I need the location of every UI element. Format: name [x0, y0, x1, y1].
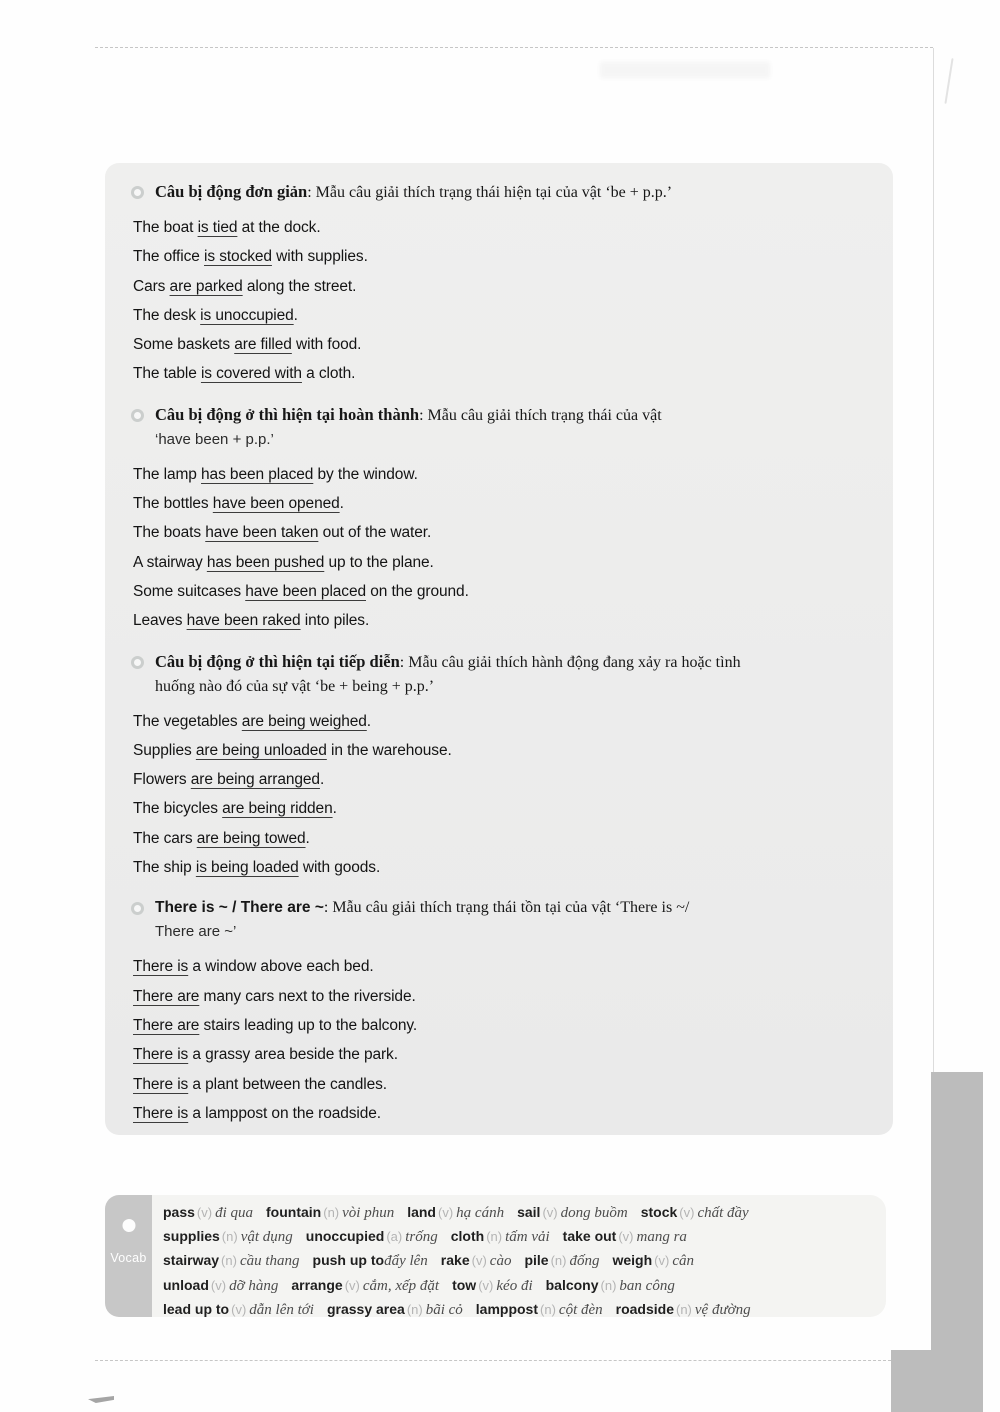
section-description-line2: ‘have been + p.p.’	[155, 430, 274, 448]
grammar-section	[133, 403, 871, 636]
vocab-row	[163, 1274, 878, 1298]
vocab-translation: hạ cánh	[456, 1205, 505, 1221]
vocab-entry	[163, 1277, 278, 1293]
underlined-phrase: There are	[133, 987, 200, 1005]
vocab-word: land	[407, 1204, 436, 1220]
underlined-phrase: are parked	[169, 277, 243, 295]
section-term: There is ~ / There are ~	[155, 899, 324, 917]
vocab-translation: cầu thang	[239, 1253, 300, 1270]
bullet-icon	[131, 186, 144, 199]
example-sentence	[133, 242, 871, 271]
vocab-translation: vật dụng	[240, 1229, 293, 1246]
vocab-word: pass	[163, 1204, 195, 1220]
underlined-phrase: is stocked	[204, 248, 272, 266]
section-description-line2: There are ~’	[155, 923, 237, 941]
page-bottom-dashed-border	[95, 1360, 891, 1361]
vocab-pos-marker: (v)	[344, 1277, 360, 1293]
vocab-entry	[306, 1228, 438, 1244]
sentence-text: with supplies.	[271, 248, 368, 266]
vocab-translation: kéo đi	[496, 1277, 533, 1294]
sentence-text: into piles.	[300, 612, 370, 630]
example-sentence	[133, 548, 871, 577]
vocab-translation: dẫn lên tới	[249, 1301, 314, 1318]
sentence-text: The boat	[133, 219, 198, 236]
underlined-phrase: is unoccupied	[200, 306, 294, 324]
sentence-text: a plant between the candles.	[188, 1075, 387, 1093]
vocab-row	[163, 1249, 878, 1273]
example-sentence	[133, 213, 871, 242]
vocab-pos-marker: (n)	[323, 1205, 340, 1220]
section-description: : Mẫu câu giải thích hành động đang xảy ra hoặc tình	[399, 653, 741, 671]
vocab-entry	[517, 1204, 628, 1220]
vocab-translation: vòi phun	[342, 1205, 395, 1221]
vocab-translation: vệ đường	[694, 1301, 751, 1318]
vocab-word: fountain	[266, 1204, 322, 1220]
vocab-pos-marker: (v)	[210, 1277, 227, 1293]
vocab-pos-marker: (v)	[471, 1253, 487, 1269]
example-sentence-list	[133, 213, 871, 389]
vocab-pos-marker: (v)	[618, 1229, 634, 1245]
section-heading	[133, 650, 871, 699]
vocab-word: rake	[440, 1252, 470, 1269]
sentence-text: a window above each bed.	[188, 958, 374, 976]
sentence-text: up to the plane.	[324, 553, 434, 571]
vocab-entry	[641, 1204, 749, 1220]
vocab-word: stairway	[163, 1252, 220, 1269]
sentence-text: Some baskets	[133, 336, 235, 354]
sentence-text: A stairway	[133, 553, 207, 571]
example-sentence-list	[133, 460, 871, 636]
vocab-panel	[105, 1195, 886, 1317]
vocab-entry	[616, 1301, 751, 1317]
vocab-word: tow	[452, 1276, 477, 1293]
example-sentence	[133, 853, 871, 882]
underlined-phrase: have been taken	[205, 524, 319, 542]
example-sentence	[133, 707, 871, 736]
vocab-tab-dot-icon	[122, 1219, 135, 1232]
vocab-pos-marker: (n)	[600, 1277, 617, 1293]
vocab-word: cloth	[450, 1228, 485, 1245]
vocab-word: unload	[163, 1276, 209, 1293]
example-sentence	[133, 952, 871, 981]
underlined-phrase: are being ridden	[222, 800, 333, 818]
underlined-phrase: There is	[133, 1075, 189, 1093]
vocab-entry	[451, 1228, 550, 1244]
example-sentence	[133, 272, 871, 301]
sentence-text: along the street.	[242, 277, 357, 295]
vocab-entry	[612, 1252, 694, 1268]
example-sentence	[133, 1070, 871, 1099]
sentence-text: a cloth.	[301, 365, 356, 383]
sentence-text: in the warehouse.	[326, 741, 452, 759]
vocab-translation: trống	[405, 1229, 438, 1246]
section-term: Câu bị động đơn giản	[155, 182, 308, 201]
underlined-phrase: There are	[133, 1016, 200, 1034]
vocab-entry	[546, 1277, 675, 1293]
vocab-word: lead up to	[163, 1300, 230, 1317]
vocab-word: push up to	[312, 1252, 385, 1269]
sentence-text: The cars	[133, 829, 197, 847]
vocab-tab	[105, 1195, 152, 1317]
section-heading	[133, 896, 871, 944]
underlined-phrase: There is	[133, 1046, 189, 1064]
bleed-through-artifact	[600, 62, 770, 78]
vocab-translation: đẩy lên	[384, 1253, 428, 1270]
bullet-icon	[131, 409, 144, 422]
example-sentence	[133, 330, 871, 359]
example-sentence-list	[133, 952, 871, 1128]
example-sentence-list	[133, 707, 871, 883]
vocab-pos-marker: (v)	[196, 1205, 213, 1220]
sentence-text: a grassy area beside the park.	[188, 1046, 398, 1064]
adjacent-page-corner	[891, 1350, 983, 1412]
vocab-pos-marker: (n)	[486, 1229, 503, 1245]
section-description: : Mẫu câu giải thích trạng thái hiện tại của vật ‘be + p.p.’	[307, 184, 673, 201]
vocab-pos-marker: (n)	[406, 1301, 423, 1317]
sentence-text: The bicycles	[133, 800, 223, 818]
sentence-text: .	[319, 771, 325, 789]
example-sentence	[133, 1040, 871, 1069]
vocab-row	[163, 1225, 878, 1249]
grammar-section	[133, 180, 871, 389]
sentence-text: The desk	[133, 306, 201, 324]
underlined-phrase: are being unloaded	[195, 741, 327, 759]
sentence-text: The office	[133, 248, 204, 266]
vocab-word: balcony	[545, 1276, 599, 1293]
section-description: : Mẫu câu giải thích trạng thái của vật	[419, 406, 662, 424]
vocab-pos-marker: (v)	[542, 1205, 558, 1220]
grammar-section	[133, 650, 871, 883]
underlined-phrase: is tied	[197, 219, 238, 236]
bullet-icon	[131, 902, 144, 915]
vocab-entry	[407, 1204, 504, 1220]
vocab-word: take out	[562, 1228, 617, 1245]
section-description: : Mẫu câu giải thích trạng thái tồn tại của vật ‘There is ~/	[323, 899, 690, 917]
sentence-text: The vegetables	[133, 712, 242, 730]
sentence-text: by the window.	[313, 465, 418, 483]
sentence-text: many cars next to the riverside.	[199, 987, 416, 1005]
sentence-text: .	[293, 306, 298, 324]
grammar-notes-panel	[105, 163, 893, 1135]
section-description-line2: huống nào đó của sự vật ‘be + being + p.p.’	[155, 677, 435, 695]
sentence-text: The ship	[133, 859, 196, 877]
sentence-text: with food.	[291, 336, 362, 354]
vocab-translation: cào	[489, 1253, 512, 1270]
sentence-text: .	[339, 495, 344, 513]
underlined-phrase: is being loaded	[195, 859, 299, 877]
sentence-text: The lamp	[133, 465, 202, 483]
vocab-row	[163, 1201, 878, 1225]
example-sentence	[133, 1011, 871, 1040]
section-heading	[133, 180, 871, 205]
vocab-entry	[327, 1301, 463, 1317]
example-sentence	[133, 794, 871, 823]
vocab-translation: cắm, xếp đặt	[362, 1277, 440, 1294]
vocab-translation: chất đầy	[697, 1205, 749, 1221]
underlined-phrase: has been pushed	[206, 553, 325, 571]
vocab-entry	[476, 1301, 603, 1317]
vocab-entry	[524, 1252, 599, 1268]
underlined-phrase: are being towed	[196, 829, 306, 847]
vocab-tab-label: Vocab	[110, 1251, 147, 1265]
vocab-word: unoccupied	[305, 1228, 385, 1245]
vocab-pos-marker: (v)	[654, 1253, 670, 1269]
sentence-text: The bottles	[133, 495, 213, 513]
section-heading-line	[155, 404, 662, 424]
section-heading	[133, 403, 871, 452]
vocab-pos-marker: (n)	[550, 1253, 567, 1269]
example-sentence	[133, 606, 871, 635]
vocab-entry	[163, 1228, 293, 1244]
vocab-translation: mang ra	[636, 1229, 687, 1246]
vocab-entry	[163, 1204, 253, 1220]
scan-crease-mark	[944, 58, 953, 104]
example-sentence	[133, 359, 871, 388]
sentence-text: The table	[133, 365, 201, 383]
vocab-word: pile	[524, 1252, 549, 1269]
vocab-pos-marker: (n)	[676, 1301, 692, 1317]
example-sentence	[133, 765, 871, 794]
example-sentence	[133, 1099, 871, 1128]
sentence-text: on the ground.	[366, 582, 469, 600]
vocab-pos-marker: (v)	[679, 1205, 695, 1220]
page-edge-line	[933, 48, 934, 1072]
example-sentence	[133, 577, 871, 606]
vocab-word: supplies	[163, 1228, 220, 1245]
vocab-row	[163, 1298, 878, 1322]
section-term: Câu bị động ở thì hiện tại hoàn thành	[155, 404, 420, 424]
grammar-sections	[105, 163, 893, 1128]
vocab-entry	[266, 1204, 394, 1220]
vocab-translation: dỡ hàng	[229, 1277, 279, 1294]
sentence-text: a lamppost on the roadside.	[188, 1104, 382, 1122]
section-heading-line	[155, 899, 689, 916]
underlined-phrase: has been placed	[201, 465, 314, 483]
vocab-entry	[163, 1301, 314, 1317]
underlined-phrase: is covered with	[200, 365, 302, 383]
vocab-word: arrange	[291, 1276, 343, 1293]
vocab-entry	[452, 1277, 533, 1293]
vocab-entry	[313, 1252, 428, 1268]
vocab-word: lamppost	[475, 1300, 539, 1317]
vocab-word: sail	[517, 1204, 541, 1220]
sentence-text: Leaves	[133, 612, 187, 630]
vocab-translation: cân	[672, 1253, 694, 1270]
example-sentence	[133, 824, 871, 853]
page-top-dashed-border	[95, 47, 933, 48]
vocab-translation: dong buồm	[560, 1205, 628, 1221]
underlined-phrase: are being weighed	[241, 712, 367, 730]
example-sentence	[133, 460, 871, 489]
vocab-word: roadside	[615, 1300, 674, 1317]
sentence-text: .	[305, 829, 310, 847]
vocab-translation: ban công	[619, 1277, 675, 1294]
underlined-phrase: are filled	[234, 336, 292, 354]
vocab-translation: tấm vải	[505, 1229, 550, 1246]
vocab-translation: đống	[569, 1253, 600, 1270]
section-heading-line	[155, 651, 741, 671]
underlined-phrase: have been opened	[212, 495, 340, 513]
vocab-list	[152, 1195, 886, 1317]
vocab-word: grassy area	[326, 1300, 405, 1317]
sentence-text: Supplies	[133, 741, 196, 759]
vocab-translation: đi qua	[215, 1205, 254, 1221]
vocab-entry	[563, 1228, 687, 1244]
sentence-text: at the dock.	[237, 219, 321, 236]
vocab-entry	[291, 1277, 439, 1293]
grammar-section	[133, 896, 871, 1128]
section-term: Câu bị động ở thì hiện tại tiếp diễn	[155, 651, 400, 671]
example-sentence	[133, 301, 871, 330]
underlined-phrase: are being arranged	[190, 771, 320, 789]
sentence-text: Cars	[133, 277, 170, 295]
underlined-phrase: have been placed	[245, 582, 366, 600]
sentence-text: .	[366, 712, 371, 730]
underlined-phrase: There is	[133, 1104, 189, 1122]
sentence-text: stairs leading up to the balcony.	[199, 1016, 418, 1034]
bullet-icon	[131, 656, 144, 669]
vocab-pos-marker: (v)	[437, 1205, 454, 1220]
vocab-translation: bãi cỏ	[425, 1301, 463, 1318]
vocab-pos-marker: (n)	[221, 1229, 238, 1245]
vocab-translation: cột đèn	[558, 1301, 603, 1318]
section-heading-line	[155, 184, 672, 201]
sentence-text: The boats	[133, 524, 206, 542]
sentence-text: with goods.	[298, 859, 381, 877]
vocab-pos-marker: (v)	[231, 1301, 247, 1317]
vocab-pos-marker: (n)	[540, 1301, 556, 1317]
vocab-entry	[163, 1252, 300, 1268]
example-sentence	[133, 736, 871, 765]
vocab-word: weigh	[612, 1252, 653, 1269]
sentence-text: .	[332, 800, 337, 818]
vocab-pos-marker: (v)	[478, 1277, 494, 1293]
sentence-text: Some suitcases	[133, 582, 246, 600]
sentence-text: out of the water.	[318, 524, 432, 542]
vocab-pos-marker: (a)	[386, 1229, 403, 1245]
underlined-phrase: have been raked	[186, 612, 301, 630]
scan-smudge	[88, 1396, 114, 1403]
example-sentence	[133, 518, 871, 547]
vocab-entry	[441, 1252, 512, 1268]
underlined-phrase: There is	[133, 958, 189, 976]
vocab-word: stock	[640, 1204, 678, 1220]
sentence-text: Flowers	[133, 771, 191, 789]
vocab-pos-marker: (n)	[221, 1253, 237, 1269]
example-sentence	[133, 982, 871, 1011]
example-sentence	[133, 489, 871, 518]
